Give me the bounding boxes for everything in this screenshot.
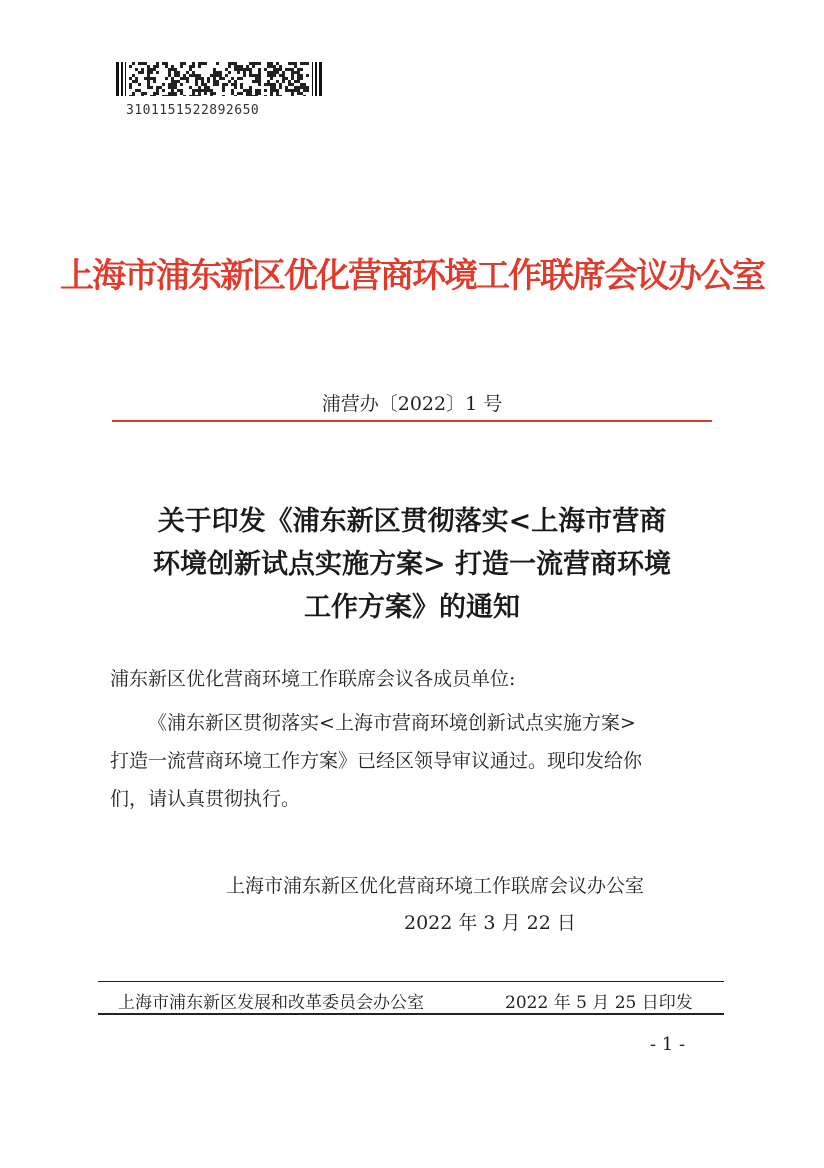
body-line: 们，请认真贯彻执行。 — [110, 788, 301, 810]
notice-title-line: 关于印发《浦东新区贯彻落实<上海市营商 — [157, 506, 667, 537]
footer-issuer: 上海市浦东新区发展和改革委员会办公室 — [118, 993, 424, 1013]
notice-title-line: 工作方案》的通知 — [304, 592, 520, 623]
body-line: 《浦东新区贯彻落实<上海市营商环境创新试点实施方案> — [148, 712, 636, 734]
addressee: 浦东新区优化营商环境工作联席会议各成员单位: — [110, 668, 516, 690]
page-number: - 1 - — [650, 1034, 686, 1055]
body-paragraph — [110, 704, 716, 818]
signature-organization: 上海市浦东新区优化营商环境工作联席会议办公室 — [226, 875, 645, 897]
red-divider — [112, 420, 712, 422]
signature-date: 2022 年 3 月 22 日 — [404, 912, 576, 934]
body-line: 打造一流营商环境工作方案》已经区领导审议通过。现印发给你 — [110, 750, 643, 772]
document-number: 浦营办〔2022〕1 号 — [321, 393, 503, 415]
issuer-title: 上海市浦东新区优化营商环境工作联席会议办公室 — [60, 256, 764, 296]
notice-title-line: 环境创新试点实施方案> 打造一流营商环境 — [152, 549, 672, 580]
notice-title — [0, 500, 824, 629]
footer-print-date: 2022 年 5 月 25 日印发 — [505, 993, 693, 1013]
footer-divider-top — [98, 981, 724, 982]
barcode-number: 3101151522892650 — [126, 103, 260, 118]
footer-divider-bottom — [98, 1013, 724, 1015]
barcode-image — [116, 62, 326, 96]
